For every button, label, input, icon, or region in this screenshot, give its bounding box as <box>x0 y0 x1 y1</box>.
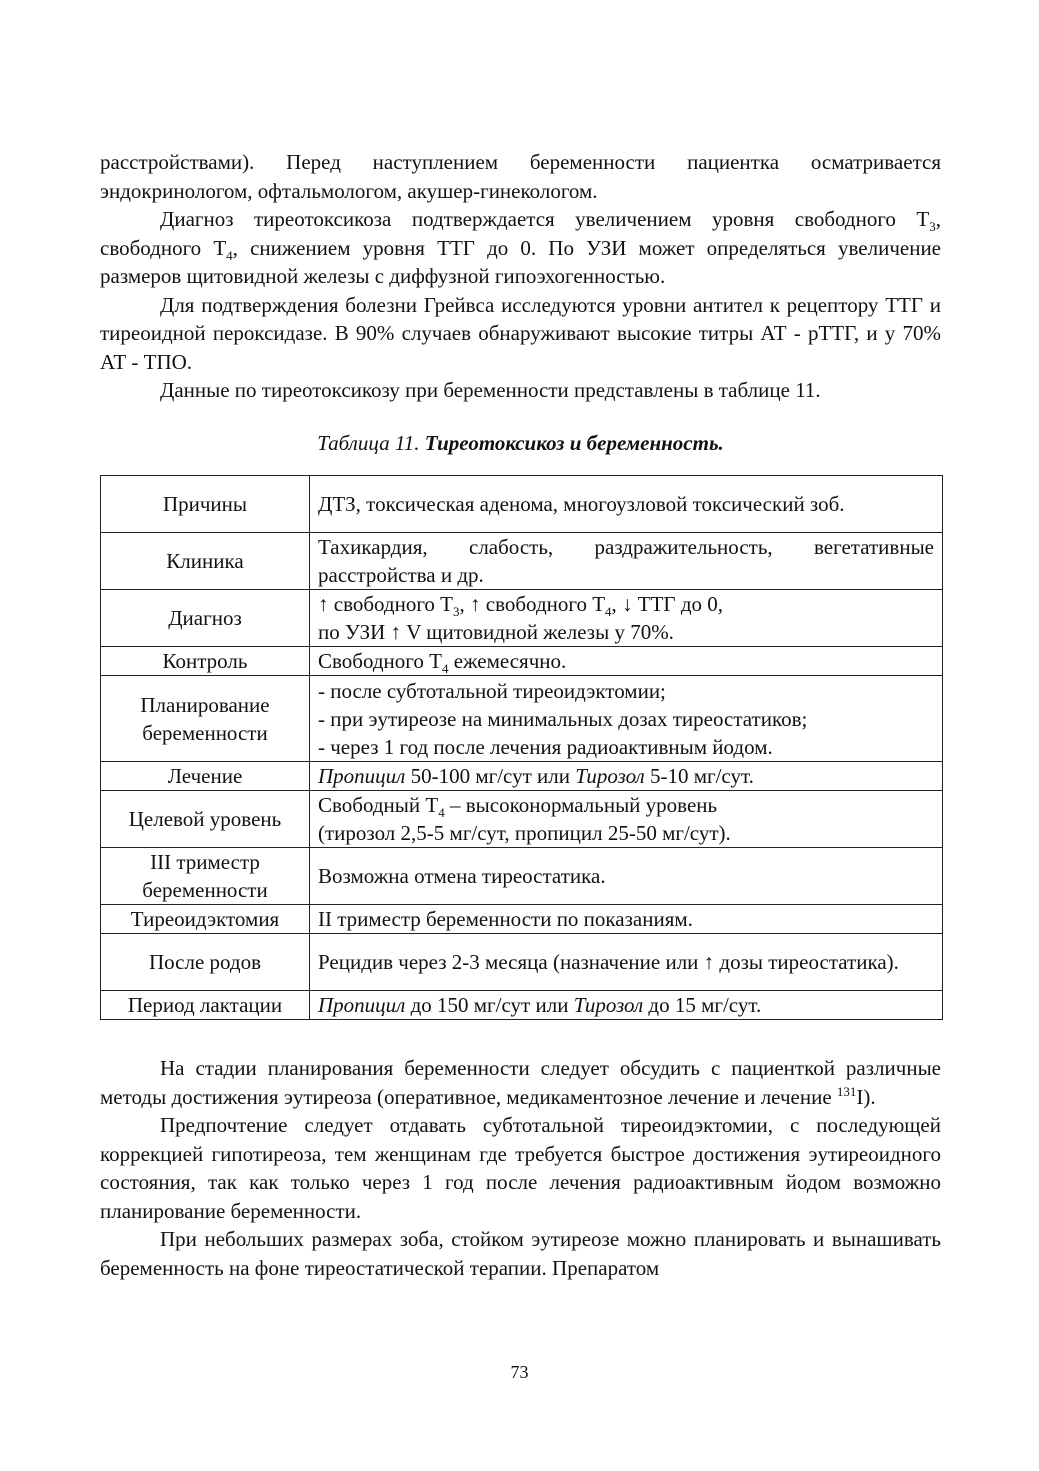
row-text: Пропицил до 150 мг/сут или Тирозол до 15 мг/сут. <box>310 991 943 1020</box>
table-caption: Таблица 11. Тиреотоксикоз и беременность. <box>317 430 724 455</box>
row-text: Свободного $Т_4$ ежемесячно. <box>310 647 943 676</box>
row-text: ↑ свободного $Т_3$, ↑ свободного $Т_4$, ↓ ТТГ до 0, по УЗИ ↑ V щитовидной железы у 70%. <box>310 590 943 647</box>
paragraph-4: Данные по тиреотоксикозу при беременности представлены в таблице 11. <box>160 378 821 402</box>
paragraph-5: На стадии планирования беременности следует обсудить с пациенткой различные методы достижения эутиреоза (оперативное, медикаментозное лечение и лечение $^{131}$I). <box>100 1056 941 1109</box>
paragraph-2: Диагноз тиреотоксикоза подтверждается увеличением уровня свободного $Т_3$, свободного $Т_4$, снижением уровня ТТГ до 0. По УЗИ может определяться увеличение размеров щитовидной железы с диффузной гипоэхогенностью. <box>100 207 942 288</box>
row-label: Период лактации <box>101 991 310 1020</box>
row-label: Контроль <box>101 647 310 676</box>
thyrotoxicosis-table <box>100 475 943 1020</box>
paragraph-6: Предпочтение следует отдавать субтотальной тиреоидэктомии, с последующей коррекцией гипотиреоза, тем женщинам где требуется быстрое достижения эутиреоидного состояния, так как только через 1 год после лечения радиоактивным йодом возможно планирование беременности. <box>100 1113 941 1223</box>
table-row <box>101 934 943 991</box>
table-row <box>101 905 943 934</box>
page-number: 73 <box>510 1362 529 1382</box>
row-text: Тахикардия, слабость, раздражительность, вегетативные расстройства и др. <box>310 533 943 590</box>
table-row <box>101 791 943 848</box>
table-row <box>101 476 943 533</box>
table-row <box>101 676 943 762</box>
row-label: Планирование беременности <box>101 676 310 762</box>
row-label: После родов <box>101 934 310 991</box>
row-label: Клиника <box>101 533 310 590</box>
row-text: II триместр беременности по показаниям. <box>310 905 943 934</box>
paragraph-7: При небольших размерах зоба, стойком эутиреозе можно планировать и вынашивать беременность на фоне тиреостатической терапии. Препаратом <box>100 1227 941 1280</box>
row-text: Возможна отмена тиреостатика. <box>310 848 943 905</box>
row-label: Причины <box>101 476 310 533</box>
table-row <box>101 533 943 590</box>
paragraph-1: расстройствами). Перед наступлением беременности пациентка осматривается эндокринологом, офтальмологом, акушер-гинекологом. <box>100 150 941 203</box>
row-label: Целевой уровень <box>101 791 310 848</box>
row-label: Лечение <box>101 762 310 791</box>
paragraph-3: Для подтверждения болезни Грейвса исследуются уровни антител к рецептору ТТГ и тиреоидной пероксидазе. В 90% случаев обнаруживают высокие титры АТ - рТТГ, и у 70% АТ - ТПО. <box>100 292 941 374</box>
row-text: Пропицил 50-100 мг/сут или Тирозол 5-10 мг/сут. <box>310 762 943 791</box>
row-text: Рецидив через 2-3 месяца (назначение или ↑ дозы тиреостатика). <box>310 934 943 991</box>
row-text: Свободный $Т_4$ – высоконормальный уровень (тирозол 2,5-5 мг/сут, пропицил 25-50 мг/сут). <box>310 791 943 848</box>
row-label: III триместр беременности <box>101 848 310 905</box>
table-row <box>101 590 943 647</box>
row-text: - после субтотальной тиреоидэктомии; - при эутиреозе на минимальных дозах тиреостатиков; - через 1 год после лечения радиоактивным йодом. <box>310 676 943 762</box>
page-content <box>100 148 941 1282</box>
table-row <box>101 647 943 676</box>
row-label: Тиреоидэктомия <box>101 905 310 934</box>
row-text: ДТЗ, токсическая аденома, многоузловой токсический зоб. <box>310 476 943 533</box>
row-label: Диагноз <box>101 590 310 647</box>
table-row <box>101 762 943 791</box>
table-row <box>101 991 943 1020</box>
table-row <box>101 848 943 905</box>
